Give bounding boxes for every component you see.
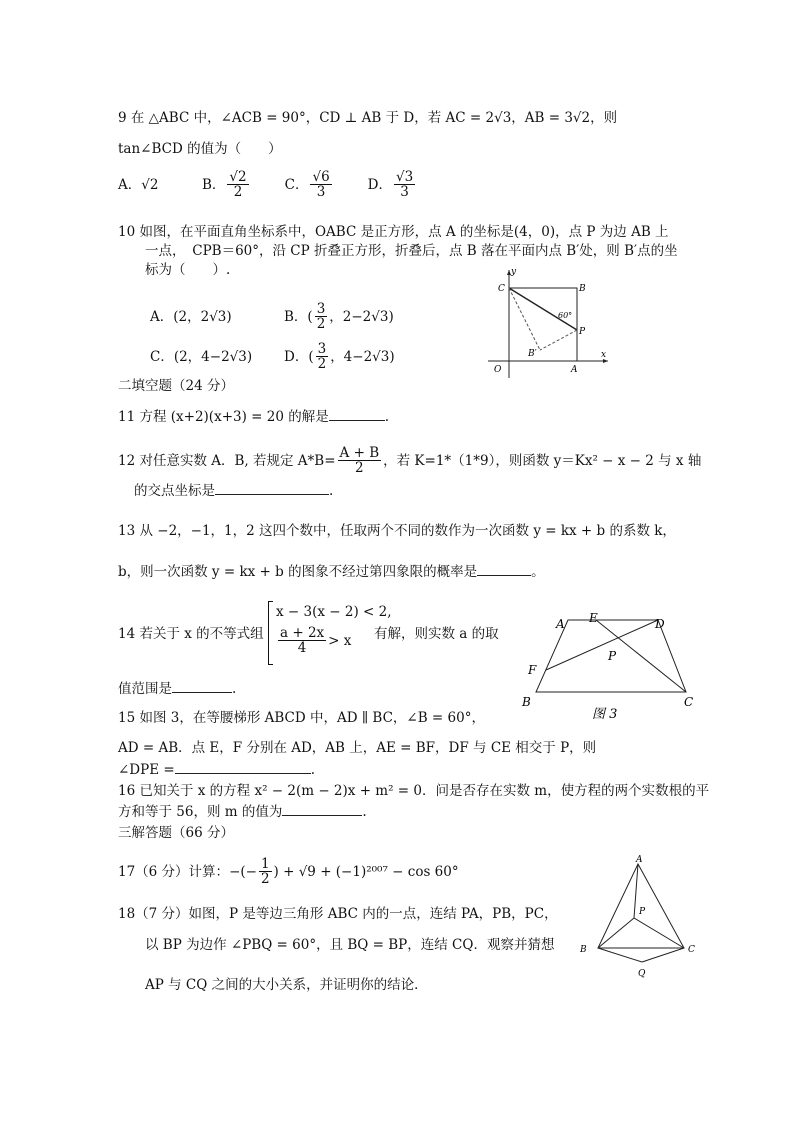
q10-figure — [482, 266, 612, 381]
fig3-label-a: A — [556, 617, 565, 631]
q9-option-b-fraction: $\frac{√2}{2}$ — [229, 169, 247, 200]
q9-options — [118, 170, 417, 199]
q11-answer-blank[interactable] — [329, 408, 385, 421]
q10-line1: 10 如图，在平面直角坐标系中，OABC 是正方形，点 A 的坐标是(4，0)，点 P 为边 AB 上 — [118, 224, 669, 240]
q9-option-c-fraction: $\frac{√6}{3}$ — [312, 169, 330, 200]
q9-line2: tan∠BCD 的值为（ ） — [118, 141, 282, 157]
q14-line2: 值范围是 . — [118, 681, 237, 697]
q17-expr-b: ) + √9 + (−1)²⁰⁰⁷ − cos 60° — [273, 863, 459, 880]
q18-line3: AP 与 CQ 之间的大小关系，并证明你的结论． — [145, 977, 428, 993]
q10-segment-cp — [509, 288, 577, 330]
q10-label-c: C — [498, 284, 505, 294]
q10-options-row2 — [150, 342, 395, 371]
q15-line3: ∠DPE = . — [118, 762, 315, 778]
q18-line1: 18（7 分）如图，P 是等边三角形 ABC 内的一点，连结 PA，PB，PC， — [118, 906, 558, 922]
q10-option-d-post: ，4−2√3) — [330, 348, 395, 365]
q12-line2: 的交点坐标是 . — [134, 483, 334, 499]
q18-label-a: A — [636, 855, 643, 865]
q18-label-p: P — [639, 907, 646, 917]
q13-line1: 13 从 −2，−1，1，2 这四个数中，任取两个不同的数作为一次函数 y = kx + b 的系数 k， — [118, 523, 676, 539]
section3-heading: 三解答题（66 分） — [118, 825, 234, 841]
q10-label-x: x — [601, 350, 607, 360]
q18-figure — [576, 852, 706, 980]
fig3-label-f: F — [528, 663, 537, 677]
fig3-label-p: P — [608, 649, 617, 663]
q16-line1: 16 已知关于 x 的方程 x² − 2(m − 2)x + m² = 0．问是否存在实数 m，使方程的两个实数根的平 — [118, 783, 710, 799]
figure-3 — [518, 612, 698, 724]
q18-label-b: B — [580, 945, 587, 955]
section2-heading: 二填空题（24 分） — [118, 378, 234, 394]
q10-segment-pbp — [540, 330, 577, 350]
q9-option-d-fraction: $\frac{√3}{3}$ — [396, 169, 414, 200]
q9-option-b-label: B． — [202, 176, 226, 193]
q9-option-c-label: C． — [284, 176, 309, 193]
q15-answer-blank[interactable] — [175, 761, 311, 774]
q18-segment-cq — [642, 948, 684, 962]
q12-answer-blank[interactable] — [215, 482, 329, 495]
q18-segment-pc — [634, 918, 684, 948]
q18-label-c: C — [688, 945, 695, 955]
q10-label-o: O — [494, 365, 502, 375]
q9-line1: 9 在 △ABC 中，∠ACB = 90°，CD ⊥ AB 于 D，若 AC = 2√3，AB = 3√2，则 — [118, 110, 618, 126]
q15-line1: 15 如图 3，在等腰梯形 ABCD 中，AD ∥ BC，∠B = 60°， — [118, 710, 485, 726]
q18-triangle-abc — [598, 864, 684, 948]
q17-fraction: $\frac{1}{2}$ — [260, 856, 270, 887]
q16-answer-blank[interactable] — [282, 803, 362, 816]
q18-segment-bq — [598, 948, 642, 962]
q10-label-bprime: B′ — [528, 349, 537, 359]
q10-option-b-post: ，2−2√3) — [329, 308, 394, 325]
q10-label-p: P — [579, 327, 586, 337]
q17-expr-a: −(− — [229, 863, 257, 880]
q18-label-q: Q — [638, 969, 646, 979]
fig3-label-d: D — [655, 617, 665, 631]
q9-option-a: A．√2 — [118, 176, 159, 193]
q11-text: 11 方程 (x+2)(x+3) = 20 的解是 — [118, 409, 329, 425]
q10-option-a: A．(2，2√3) — [150, 308, 232, 325]
q10-label-y: y — [511, 267, 517, 277]
q14-answer-blank[interactable] — [172, 680, 232, 693]
q10-label-a: A — [571, 365, 578, 375]
q18-segment-pb — [598, 918, 634, 948]
q12-pre: 12 对任意实数 A．B, 若规定 A*B= — [118, 452, 336, 469]
q17 — [118, 857, 459, 886]
q10-line3: 标为（ ）. — [145, 262, 231, 278]
q14-fraction: $\frac{a + 2x}{4}$ — [280, 625, 325, 656]
q15-line2: AD = AB．点 E，F 分别在 AD，AB 上，AE = BF，DF 与 CE 相交于 P，则 — [118, 740, 597, 756]
q14-brace — [268, 601, 273, 665]
q14-inequality1: x − 3(x − 2) < 2, — [276, 604, 392, 620]
q17-pre: 17（6 分）计算： — [118, 863, 230, 880]
q13-answer-blank[interactable] — [477, 563, 531, 576]
q10-option-b-fraction: $\frac{3}{2}$ — [316, 301, 326, 332]
q14-inequality2: $\frac{a + 2x}{4}$ > x — [280, 625, 352, 656]
q11: 11 方程 (x+2)(x+3) = 20 的解是 . — [118, 409, 390, 425]
q9-option-d-label: D． — [367, 176, 392, 193]
q14-pre: 14 若关于 x 的不等式组 — [118, 626, 264, 642]
q14-post: 有解，则实数 a 的取 — [374, 626, 499, 642]
q10-label-angle: 60° — [558, 311, 573, 320]
q12-post: ，若 K=1*（1*9），则函数 y＝Kx² − x − 2 与 x 轴 — [383, 452, 702, 469]
q10-option-c: C．(2，4−2√3) — [150, 348, 253, 365]
q13-line2: b，则一次函数 y = kx + b 的图象不经过第四象限的概率是 。 — [118, 564, 545, 580]
q10-option-d-fraction: $\frac{3}{2}$ — [317, 341, 327, 372]
fig3-label-c: C — [684, 695, 694, 709]
q12-line1 — [118, 446, 701, 475]
fig3-label-b: B — [522, 695, 531, 709]
fig3-label-e: E — [589, 611, 598, 625]
q10-options-row1 — [150, 302, 394, 331]
q12-fraction: $\frac{A + B}{2}$ — [339, 445, 380, 476]
fig3-caption: 图 3 — [592, 707, 618, 722]
q10-line2: 一点， CPB＝60°，沿 CP 折叠正方形，折叠后，点 B 落在平面内点 B′处，则 B′点的坐 — [145, 243, 678, 259]
q16-line2: 方和等于 56，则 m 的值为 . — [118, 804, 367, 820]
q18-line2: 以 BP 为边作 ∠PBQ = 60°，且 BQ = BP，连结 CQ．观察并猜想 — [145, 937, 555, 953]
q10-option-d-pre: D．( — [284, 348, 314, 365]
q10-label-b: B — [579, 284, 586, 294]
q10-option-b-pre: B．( — [284, 308, 313, 325]
